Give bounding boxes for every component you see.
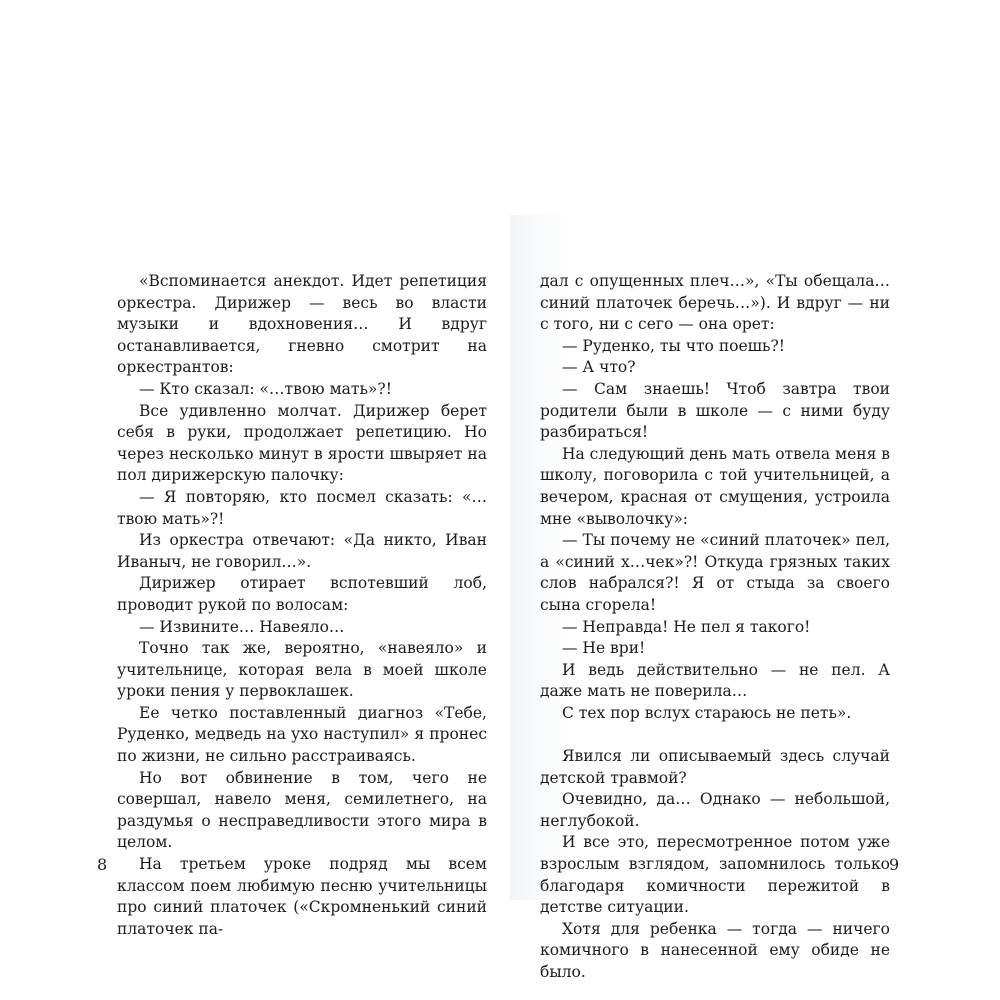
paragraph: — Кто сказал: «…твою мать»?! <box>139 379 392 398</box>
left-page-text <box>117 271 487 940</box>
page-number-left: 8 <box>97 855 108 874</box>
paragraph: — Руденко, ты что поешь?! <box>562 336 786 355</box>
paragraph: «Вспоминается анекдот. Идет репетиция оркестра. Дирижер — весь во власти музыки и вдохновения… И вдруг останавливается, гневно смотрит на оркестрантов: <box>117 272 487 377</box>
paragraph: — Извините… Навеяло… <box>139 617 345 636</box>
page-number-right: 9 <box>889 855 900 874</box>
paragraph: — А что? <box>562 358 636 377</box>
paragraph: Все удивленно молчат. Дирижер берет себя в руки, продолжает репетицию. Но через несколько минут в ярости швыряет на пол дирижерскую палочку: <box>117 401 487 485</box>
paragraph: — Не ври! <box>562 639 646 658</box>
section-break <box>540 724 890 746</box>
continued-paragraph: дал с опущенных плеч…», «Ты обещала… синий платочек беречь…»). И вдруг — ни с того, ни с сего — она орет: <box>540 272 890 334</box>
paragraph: — Я повторяю, кто посмел сказать: «…твою мать»?! <box>117 487 487 528</box>
paragraph: — Сам знаешь! Чтоб завтра твои родители были в школе — с ними буду разбираться! <box>540 379 890 442</box>
paragraph: Дирижер отирает вспотевший лоб, проводит рукой по волосам: <box>117 574 487 614</box>
paragraph: Явился ли описываемый здесь случай детской травмой? <box>540 747 890 787</box>
paragraph: На третьем уроке подряд мы всем классом поем любимую песню учительницы про синий платочек («Скромненький синий платочек па- <box>117 855 487 938</box>
paragraph: — Ты почему не «синий платочек» пел, а «синий х…чек»?! Откуда грязных таких слов набрался?! Я от стыда за своего сына сгорела! <box>540 531 890 614</box>
paragraph: Ее четко поставленный диагноз «Тебе, Руденко, медведь на ухо наступил» я пронес по жизни, не сильно расстраиваясь. <box>117 703 487 766</box>
paragraph: Из оркестра отвечают: «Да никто, Иван Иваныч, не говорил…». <box>117 531 487 571</box>
paragraph: Но вот обвинение в том, чего не совершал, навело меня, семилетнего, на раздумья о несправедливости этого мира в целом. <box>117 768 487 852</box>
right-page-text <box>540 271 890 984</box>
paragraph: И ведь действительно — не пел. А даже мать не поверила… <box>540 660 890 701</box>
paragraph: На следующий день мать отвела меня в школу, поговорила с той учительницей, а вечером, красная от смущения, устроила мне «выволочку»: <box>540 444 891 528</box>
paragraph: Хотя для ребенка — тогда — ничего комичного в нанесенной ему обиде не было. <box>540 919 890 981</box>
paragraph: И все это, пересмотренное потом уже взрослым взглядом, запомнилось только благодаря комичности пережитой в детстве ситуации. <box>540 833 890 917</box>
paragraph: — Неправда! Не пел я такого! <box>562 617 811 636</box>
paragraph: Очевидно, да… Однако — небольшой, неглубокой. <box>540 790 890 830</box>
left-page <box>95 215 515 938</box>
right-page <box>510 215 910 981</box>
paragraph: Точно так же, вероятно, «навеяло» и учительнице, которая вела в моей школе уроки пения у первоклашек. <box>117 639 487 701</box>
paragraph: С тех пор вслух стараюсь не петь». <box>562 703 852 722</box>
